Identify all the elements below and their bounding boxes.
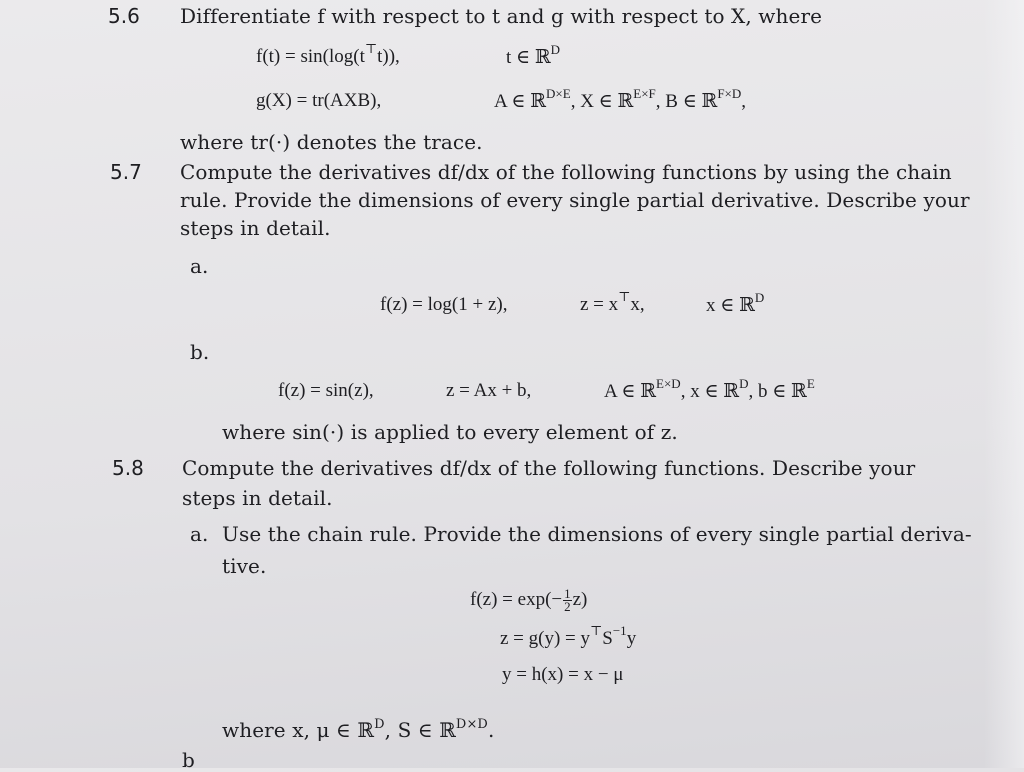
ex58-equation-f: f(z) = exp(− $\frac{1}{2}$ z)	[470, 586, 588, 614]
ex57-part-a-z: z = x⊤x,	[580, 289, 645, 315]
ex58-part-a-line-1: Use the chain rule. Provide the dimensions of every single partial deriva-	[222, 522, 972, 546]
ex57-part-b-domain: A ∈ ℝ$^{E\times D}$, x ∈ ℝ$^D$, b ∈ ℝ$^E$	[604, 376, 815, 402]
ex56-equation-f: f(t) = sin(log(t⊤t)),	[256, 41, 400, 67]
ex57-part-a-label: a.	[190, 254, 209, 278]
exercise-5-7-number: 5.7	[110, 160, 142, 184]
ex58-line-1: Compute the derivatives df/dx of the following functions. Describe your	[182, 456, 916, 480]
ex57-line-2: rule. Provide the dimensions of every single partial derivative. Describe your	[180, 188, 970, 212]
ex57-line-1: Compute the derivatives df/dx of the following functions by using the chain	[180, 160, 952, 184]
page-lighting	[984, 0, 1024, 768]
ex57-part-b-f: f(z) = sin(z),	[278, 380, 374, 401]
ex56-note: where tr(·) denotes the trace.	[180, 130, 483, 154]
ex57-part-b-label: b.	[190, 340, 210, 364]
exercise-5-6-number: 5.6	[108, 4, 140, 28]
ex57-part-b-note: where sin(·) is applied to every element of z.	[222, 420, 678, 444]
ex56-domain-axb: A ∈ ℝ$^{D\times E}$, X ∈ ℝ$^{E\times F}$, B ∈ ℝ$^{F\times D}$,	[494, 86, 747, 112]
ex57-part-a-f: f(z) = log(1 + z),	[380, 294, 508, 315]
ex58-where-line: where x, μ ∈ ℝ$^D$, S ∈ ℝ$^{D\times D}$.	[222, 717, 495, 742]
ex58-part-a-label: a.	[190, 522, 209, 546]
exercise-5-6-text: Differentiate f with respect to t and g with respect to X, where	[180, 4, 823, 28]
ex56-domain-t: t ∈ ℝ$^D$	[506, 42, 561, 68]
ex58-line-2: steps in detail.	[182, 486, 333, 510]
ex57-part-a-domain: x ∈ ℝ$^D$	[706, 290, 765, 316]
ex57-line-3: steps in detail.	[180, 216, 331, 240]
ex58-part-a-line-2: tive.	[222, 554, 267, 578]
one-half-fraction: $\frac{1}{2}$	[564, 586, 571, 614]
exercise-5-8-number: 5.8	[112, 456, 144, 480]
ex58-equation-z: $z = g(y) = y^⊤S^{-1}y$	[500, 623, 637, 649]
ex56-equation-g: g(X) = tr(AXB),	[256, 90, 382, 111]
ex58-part-b-label: b	[182, 748, 195, 772]
ex58-equation-y: y = h(x) = x − μ	[502, 664, 624, 685]
ex57-part-b-z: z = Ax + b,	[446, 380, 532, 401]
